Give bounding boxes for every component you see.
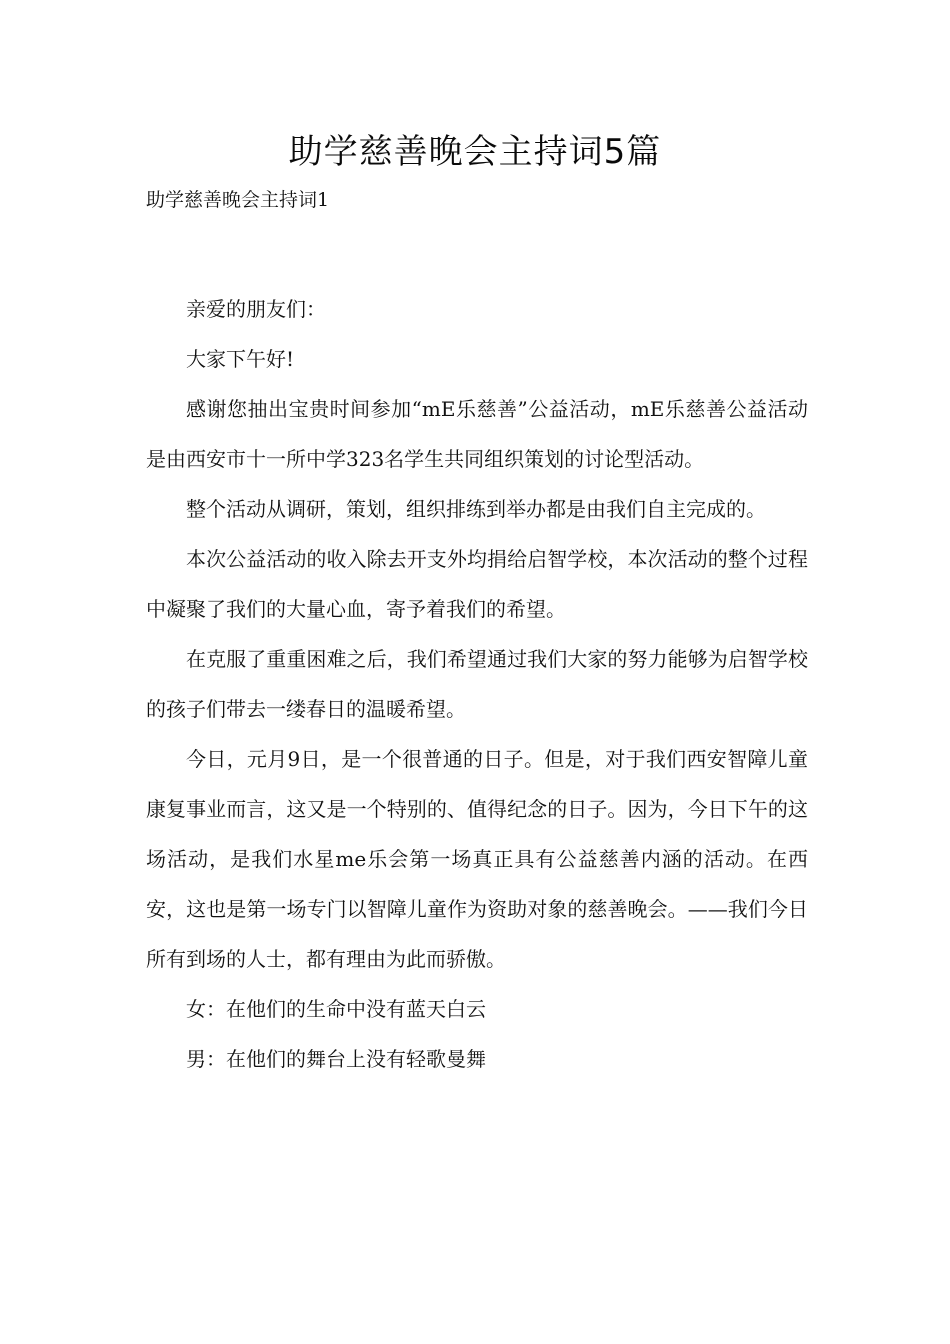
paragraph-donation: 本次公益活动的收入除去开支外均捐给启智学校，本次活动的整个过程中凝聚了我们的大量心血，寄予着我们的希望。 [146,547,808,621]
paragraph-female-host-line: 女：在他们的生命中没有蓝天白云 [186,997,486,1021]
document-subtitle: 助学慈善晚会主持词1 [146,189,330,211]
paragraph-thanks: 感谢您抽出宝贵时间参加“mE乐慈善”公益活动，mE乐慈善公益活动是由西安市十一所中学323名学生共同组织策划的讨论型活动。 [146,397,808,471]
paragraph-salutation: 大家下午好! [186,347,295,371]
paragraph-male-host-line: 男：在他们的舞台上没有轻歌曼舞 [186,1047,486,1071]
document-body [146,284,808,1084]
paragraph-significance: 今日，元月9日，是一个很普通的日子。但是，对于我们西安智障儿童康复事业而言，这又是一个特别的、值得纪念的日子。因为，今日下午的这场活动，是我们水星me乐会第一场真正具有公益慈善内涵的活动。在西安，这也是第一场专门以智障儿童作为资助对象的慈善晚会。——我们今日所有到场的人士，都有理由为此而骄傲。 [146,747,808,971]
paragraph-organization: 整个活动从调研，策划，组织排练到举办都是由我们自主完成的。 [186,497,766,521]
document-title: 助学慈善晚会主持词5篇 [288,132,662,172]
paragraph-greeting: 亲爱的朋友们： [186,297,326,321]
paragraph-hope: 在克服了重重困难之后，我们希望通过我们大家的努力能够为启智学校的孩子们带去一缕春日的温暖希望。 [146,647,808,721]
